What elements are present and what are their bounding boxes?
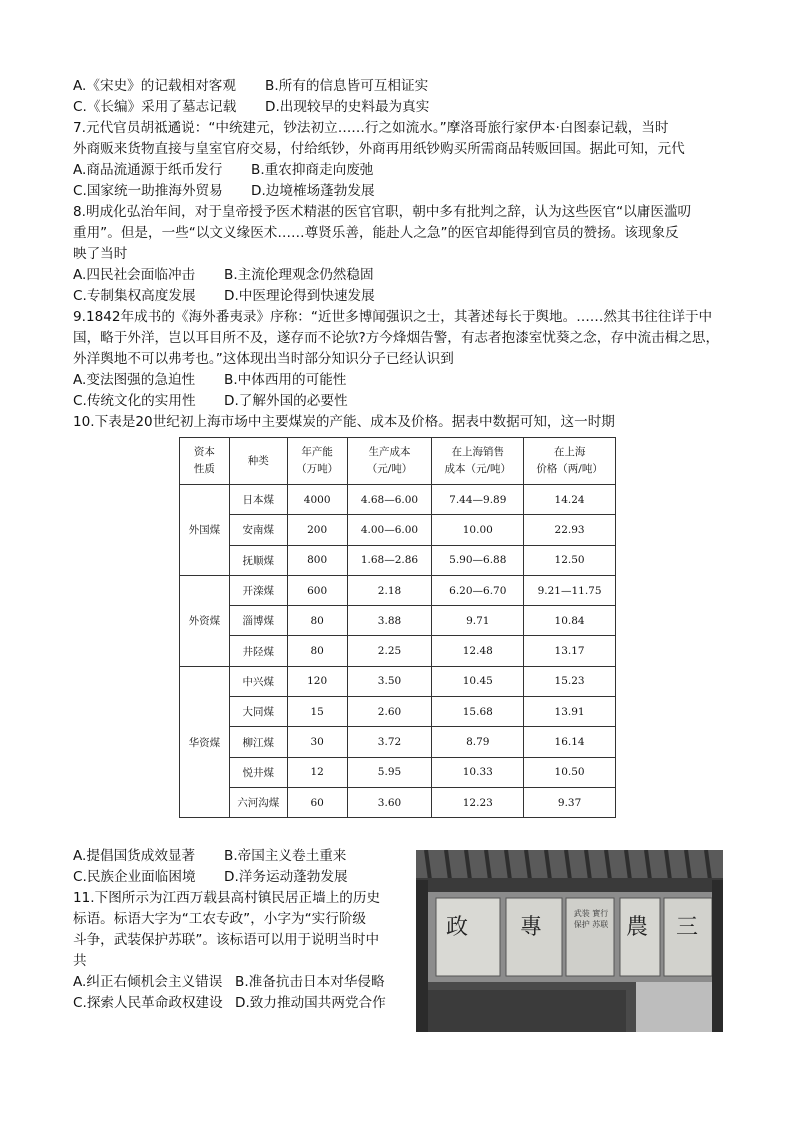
- capacity-cell: 4000: [287, 485, 347, 515]
- slogan-small-4: 苏联: [592, 920, 609, 929]
- sh-cost-cell: 10.45: [432, 666, 524, 696]
- sh-cost-cell: 5.90—6.88: [432, 545, 524, 575]
- sh-cost-cell: 10.00: [432, 515, 524, 545]
- table-row: [180, 666, 616, 696]
- cost-cell: 4.68—6.00: [347, 485, 432, 515]
- sh-cost-cell: 15.68: [432, 697, 524, 727]
- q7-option-c: C.国家统一助推海外贸易: [73, 183, 223, 199]
- price-cell: 9.37: [524, 787, 616, 817]
- q8-stem-line-2: 重用”。但是，一些“以文义缘医术……尊贤乐善，能赴人之急”的医官却能得到官员的赞扬。该现象反: [73, 225, 679, 241]
- header-shanghai-cost: 在上海销售 成本（元/吨）: [432, 438, 524, 485]
- cost-cell: 3.88: [347, 606, 432, 636]
- sh-cost-cell: 10.33: [432, 757, 524, 787]
- cost-cell: 3.72: [347, 727, 432, 757]
- q11-stem-line-3: 斗争，武装保护苏联”。该标语可以用于说明当时中: [73, 932, 380, 948]
- q11-option-b: B.准备抗击日本对华侵略: [235, 974, 385, 990]
- q11-stem-line-1: 11.下图所示为江西万载县高村镇民居正墙上的历史: [73, 890, 381, 906]
- price-cell: 10.84: [524, 606, 616, 636]
- kind-cell: 安南煤: [229, 515, 287, 545]
- capacity-cell: 200: [287, 515, 347, 545]
- header-capital-nature: 资本 性质: [180, 438, 230, 485]
- q6-option-row-2: [73, 97, 430, 118]
- price-cell: 9.21—11.75: [524, 575, 616, 605]
- slogan-small-3: 保护: [573, 920, 590, 929]
- kind-cell: 中兴煤: [229, 666, 287, 696]
- cost-cell: 2.60: [347, 697, 432, 727]
- q11-option-c: C.探索人民革命政权建设: [73, 995, 223, 1011]
- price-cell: 10.50: [524, 757, 616, 787]
- coal-data-table: [179, 437, 616, 818]
- price-cell: 15.23: [524, 666, 616, 696]
- q6-option-row-1: [73, 76, 429, 97]
- q9-option-c: C.传统文化的实用性: [73, 393, 196, 409]
- q10-option-row-2: [73, 867, 348, 888]
- cost-cell: 4.00—6.00: [347, 515, 432, 545]
- kind-cell: 六河沟煤: [229, 787, 287, 817]
- q7-option-row-2: [73, 181, 375, 202]
- q9-option-a: A.变法图强的急迫性: [73, 372, 196, 388]
- price-cell: 13.91: [524, 697, 616, 727]
- capacity-cell: 30: [287, 727, 347, 757]
- header-production-cost: 生产成本 （元/吨）: [347, 438, 432, 485]
- header-kind: 种类: [229, 438, 287, 485]
- capacity-cell: 80: [287, 636, 347, 666]
- q8-option-d: D.中医理论得到快速发展: [224, 288, 375, 304]
- table-row: [180, 515, 616, 545]
- table-row: [180, 727, 616, 757]
- q11-stem-line-4: 共: [73, 953, 87, 969]
- slogan-small-text: [568, 908, 614, 930]
- q7-stem-line-2: 外商贩来货物直接与皇室官府交易，付给纸钞，外商再用纸钞购买所需商品转贩回国。据此可知，元代: [73, 141, 685, 157]
- slogan-char-1: 政: [446, 915, 469, 940]
- q6-option-d: D.出现较早的史料最为真实: [265, 99, 430, 115]
- group-nature-cell: 外资煤: [180, 575, 230, 666]
- sh-cost-cell: 12.48: [432, 636, 524, 666]
- group-nature-cell: 外国煤: [180, 485, 230, 576]
- table-row: [180, 757, 616, 787]
- kind-cell: 开滦煤: [229, 575, 287, 605]
- slogan-wall-illustration: [416, 850, 723, 1032]
- q7-option-d: D.边境榷场蓬勃发展: [251, 183, 375, 199]
- cost-cell: 3.60: [347, 787, 432, 817]
- q9-option-row-1: [73, 370, 347, 391]
- q9-option-row-2: [73, 391, 348, 412]
- price-cell: 16.14: [524, 727, 616, 757]
- price-cell: 22.93: [524, 515, 616, 545]
- header-capacity: 年产能 （万吨）: [287, 438, 347, 485]
- q8-option-c: C.专制集权高度发展: [73, 288, 196, 304]
- sh-cost-cell: 7.44—9.89: [432, 485, 524, 515]
- table-row: [180, 485, 616, 515]
- table-header-row: [180, 438, 616, 485]
- table-row: [180, 697, 616, 727]
- capacity-cell: 60: [287, 787, 347, 817]
- q10-option-b: B.帝国主义卷土重来: [224, 848, 347, 864]
- kind-cell: 柳江煤: [229, 727, 287, 757]
- q9-stem-line-3: 外洋舆地不可以弗考也。”这体现出当时部分知识分子已经认识到: [73, 351, 454, 367]
- table-row: [180, 636, 616, 666]
- capacity-cell: 600: [287, 575, 347, 605]
- sh-cost-cell: 8.79: [432, 727, 524, 757]
- q8-option-row-1: [73, 265, 374, 286]
- q11-option-a: A.纠正右倾机会主义错误: [73, 974, 223, 990]
- slogan-wall-photo: [416, 850, 723, 1032]
- slogan-small-2: 實行: [592, 909, 609, 918]
- q6-option-b: B.所有的信息皆可互相证实: [265, 78, 429, 94]
- sh-cost-cell: 12.23: [432, 787, 524, 817]
- q8-option-b: B.主流伦理观念仍然稳固: [224, 267, 374, 283]
- slogan-char-4: 三: [676, 915, 699, 940]
- q7-stem-line-1: 7.元代官员胡祗遹说：“中统建元，钞法初立……行之如流水。”摩洛哥旅行家伊本·白图泰记载，当时: [73, 120, 669, 136]
- slogan-char-2: 專: [520, 915, 543, 940]
- capacity-cell: 800: [287, 545, 347, 575]
- price-cell: 12.50: [524, 545, 616, 575]
- q8-option-a: A.四民社会面临冲击: [73, 267, 196, 283]
- q6-option-c: C.《长编》采用了墓志记载: [73, 99, 237, 115]
- table-row: [180, 575, 616, 605]
- capacity-cell: 15: [287, 697, 347, 727]
- kind-cell: 大同煤: [229, 697, 287, 727]
- q11-option-row-2: [73, 993, 386, 1014]
- kind-cell: 日本煤: [229, 485, 287, 515]
- q10-option-row-1: [73, 846, 347, 867]
- q11-option-row-1: [73, 972, 385, 993]
- q8-stem-line-1: 8.明成化弘治年间，对于皇帝授予医术精湛的医官官职，朝中多有批判之辞，认为这些医官“以庸医滥叨: [73, 204, 692, 220]
- cost-cell: 2.18: [347, 575, 432, 605]
- q10-stem: 10.下表是20世纪初上海市场中主要煤炭的产能、成本及价格。据表中数据可知，这一时期: [73, 414, 615, 430]
- q9-option-d: D.了解外国的必要性: [224, 393, 348, 409]
- q8-stem-line-3: 映了当时: [73, 246, 128, 262]
- sh-cost-cell: 9.71: [432, 606, 524, 636]
- cost-cell: 3.50: [347, 666, 432, 696]
- q7-option-row-1: [73, 160, 374, 181]
- slogan-char-3: 農: [626, 915, 649, 940]
- capacity-cell: 120: [287, 666, 347, 696]
- q9-stem-line-1: 9.1842年成书的《海外番夷录》序称：“近世多博闻强识之士，其著述每长于舆地。……然其书往往详于中: [73, 309, 713, 325]
- price-cell: 13.17: [524, 636, 616, 666]
- sh-cost-cell: 6.20—6.70: [432, 575, 524, 605]
- kind-cell: 淄博煤: [229, 606, 287, 636]
- price-cell: 14.24: [524, 485, 616, 515]
- q7-option-a: A.商品流通源于纸币发行: [73, 162, 223, 178]
- kind-cell: 井陉煤: [229, 636, 287, 666]
- kind-cell: 悦井煤: [229, 757, 287, 787]
- q10-option-d: D.洋务运动蓬勃发展: [224, 869, 348, 885]
- capacity-cell: 12: [287, 757, 347, 787]
- q8-option-row-2: [73, 286, 375, 307]
- q10-option-a: A.提倡国货成效显著: [73, 848, 196, 864]
- cost-cell: 5.95: [347, 757, 432, 787]
- q6-option-a: A.《宋史》的记载相对客观: [73, 78, 236, 94]
- cost-cell: 1.68—2.86: [347, 545, 432, 575]
- q11-stem-line-2: 标语。标语大字为“工农专政”，小字为“实行阶级: [73, 911, 367, 927]
- group-nature-cell: 华资煤: [180, 666, 230, 817]
- q11-option-d: D.致力推动国共两党合作: [235, 995, 386, 1011]
- q10-option-c: C.民族企业面临困境: [73, 869, 196, 885]
- q7-option-b: B.重农抑商走向废弛: [251, 162, 374, 178]
- cost-cell: 2.25: [347, 636, 432, 666]
- capacity-cell: 80: [287, 606, 347, 636]
- table-row: [180, 606, 616, 636]
- q9-stem-line-2: 国，略于外洋，岂以耳目所不及，遂存而不论欤?方今烽烟告警，有志者抱漆室忧葵之念，存中流击楫之思，: [73, 330, 720, 346]
- table-row: [180, 787, 616, 817]
- q9-option-b: B.中体西用的可能性: [224, 372, 347, 388]
- kind-cell: 抚顺煤: [229, 545, 287, 575]
- table-row: [180, 545, 616, 575]
- header-shanghai-price: 在上海 价格（两/吨）: [524, 438, 616, 485]
- slogan-small-1: 武装: [573, 909, 590, 918]
